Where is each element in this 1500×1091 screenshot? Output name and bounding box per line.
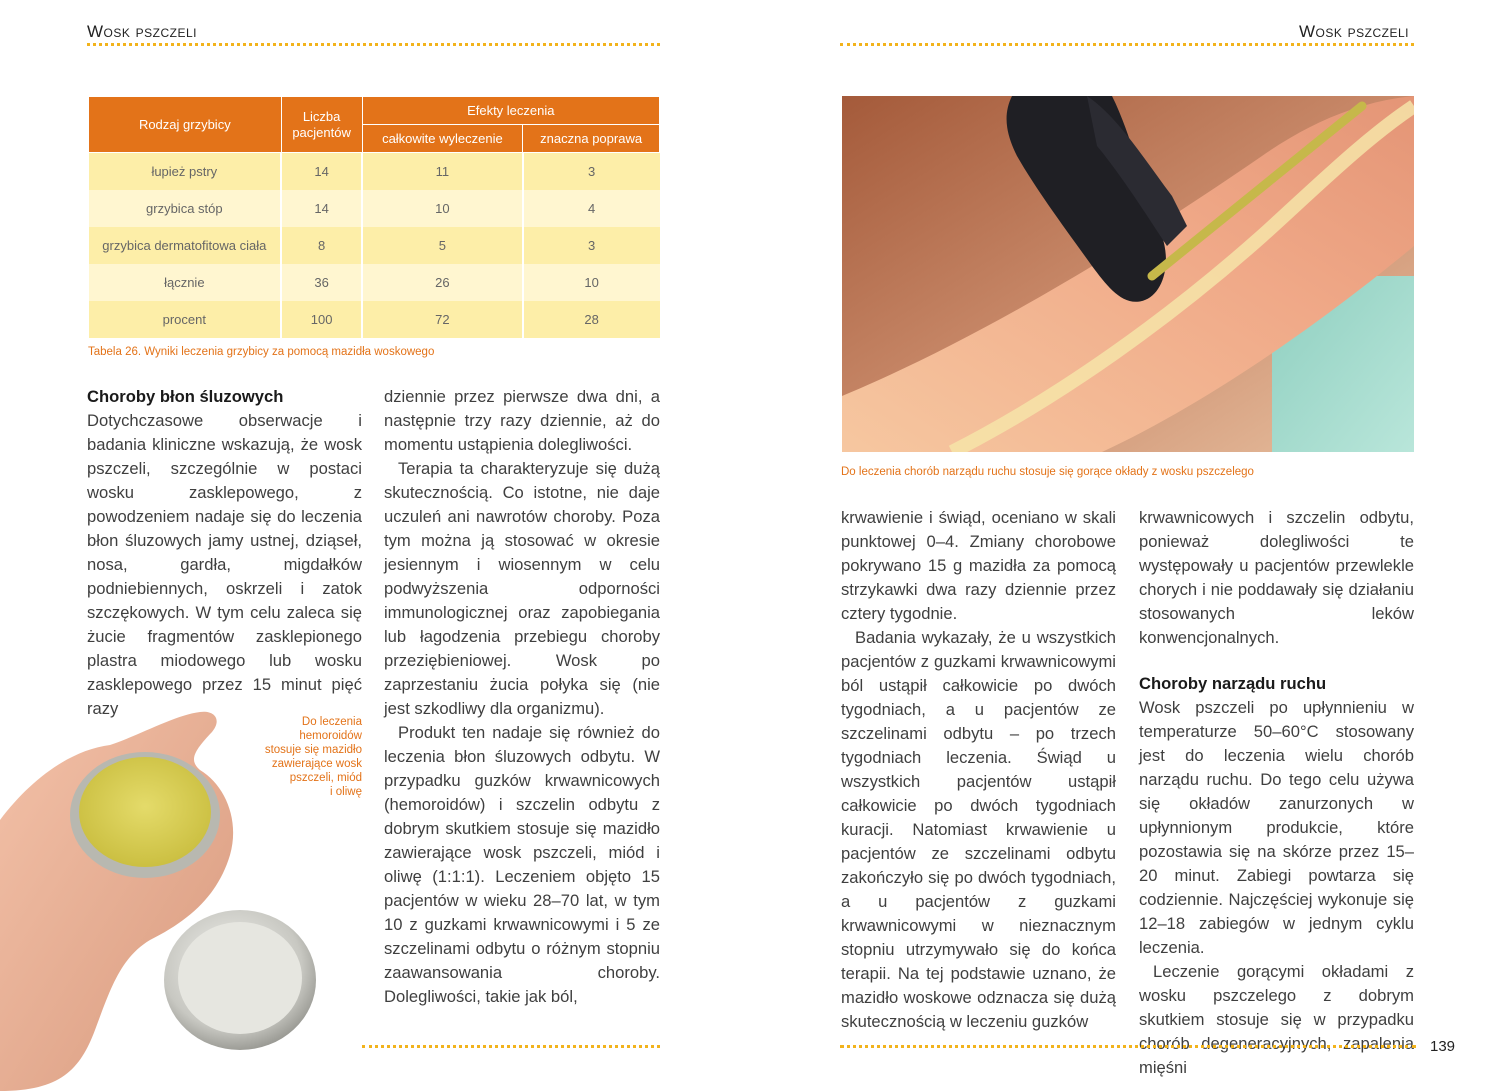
paragraph: Produkt ten nadaje się również do leczenia błon śluzowych odbytu. W przypadku guzków krwawnicowych (hemoroidów) i szczelin odbytu z dobrym skutkiem stosuje się mazidło zawierające wosk pszczeli, miód i oliwę (1:1:1). Leczeniem objęto 15 pacjentów w wieku 28–70 lat, w tym 10 z guzkami krwawnicowymi i 5 ze szczelinami odbytu o różnym stopniu zaawansowania choroby. Dolegliwości, takie jak ból, — [384, 723, 660, 1006]
left-column-2 — [384, 385, 660, 1009]
section-heading-mucous: Choroby błon śluzowych — [87, 387, 284, 406]
right-column-2 — [1139, 506, 1414, 1080]
section-heading-locomotor: Choroby narządu ruchu — [1139, 674, 1327, 693]
left-header-rule — [87, 43, 660, 46]
right-running-head: Wosk pszczeli — [1299, 22, 1409, 41]
header-effects: Efekty leczenia — [362, 97, 659, 125]
table-caption: Tabela 26. Wyniki leczenia grzybicy za pomocą mazidła woskowego — [88, 346, 435, 358]
wax-photo-caption: Do leczenia chorób narządu ruchu stosuje się gorące okłady z wosku pszczelego — [841, 466, 1254, 478]
table-row: łącznie 36 26 10 — [89, 264, 660, 301]
right-header-rule — [840, 43, 1414, 46]
salve-tins-photo — [0, 690, 340, 1091]
header-significant: znaczna poprawa — [523, 125, 660, 153]
paragraph: Leczenie gorącymi okładami z wosku pszczelego z dobrym skutkiem stosuje się w przypadku chorób degeneracyjnych, zapalenia mięśni — [1139, 962, 1414, 1077]
paragraph: krwawienie i świąd, oceniano w skali punktowej 0–4. Zmiany chorobowe pokrywano 15 g mazidła za pomocą strzykawki dwa razy dziennie przez cztery tygodnie. — [841, 508, 1116, 623]
left-column-1 — [87, 385, 362, 721]
salve-photo-caption: Do leczenia hemoroidów stosuje się mazidło zawierające wosk pszczeli, miód i oliwę — [264, 716, 362, 798]
left-footer-rule — [362, 1045, 660, 1048]
paragraph: krwawnicowych i szczelin odbytu, ponieważ dolegliwości te występowały u pacjentów przewlekle chorych i nie poddawały się działaniu stosowanych leków konwencjonalnych. — [1139, 508, 1414, 647]
paragraph: Badania wykazały, że u wszystkich pacjentów z guzkami krwawnicowymi ból ustąpił całkowicie po dwóch tygodniach, a u pacjentów ze szczelinami odbytu – po trzech tygodniach leczenia. Świąd u wszystkich pacjentów ustąpił całkowicie po dwóch tygodniach kuracji. Natomiast krwawienie u pacjentów ze szczelinami odbytu zakończyło się po dwóch tygodniach, a u pacjentów z guzkami krwawnicowymi w nieznacznym stopniu utrzymywało się do końca terapii. Na tej podstawie uznano, że mazidło woskowe odznacza się dużą skutecznością w leczeniu guzków — [841, 628, 1116, 1031]
paragraph: Wosk pszczeli po upłynnieniu w temperaturze 50–60°C stosowany jest do leczenia wielu chorób narządu ruchu. Do tego celu używa się okładów zanurzonych w upłynnionym produkcie, które pozostawia się na skórze przez 15–20 minut. Zabiegi powtarza się codziennie. Najczęściej wykonuje się 12–18 zabiegów w jednym cyklu leczenia. — [1139, 698, 1414, 957]
tin-lid-inner — [178, 922, 302, 1034]
header-type: Rodzaj grzybicy — [89, 97, 282, 153]
table-row: grzybica stóp 14 10 4 — [89, 190, 660, 227]
table-row: łupież pstry 14 11 3 — [89, 153, 660, 190]
left-running-head: Wosk pszczeli — [87, 22, 197, 41]
paragraph: dziennie przez pierwsze dwa dni, a następnie trzy razy dziennie, aż do momentu ustąpienia dolegliwości. — [384, 387, 660, 454]
right-footer-rule — [840, 1045, 1416, 1048]
paragraph: Terapia ta charakteryzuje się dużą skutecznością. Co istotne, nie daje uczuleń ani nawrotów choroby. Poza tym można ją stosować w okresie jesiennym i wiosennym w celu podwyższenia odporności immunologicznej oraz zapobiegania lub łagodzenia przebiegu choroby przeziębieniowej. Wosk po zaprzestaniu żucia połyka się (nie jest szkodliwy dla organizmu). — [384, 459, 660, 718]
salve-surface — [79, 757, 211, 867]
right-column-1 — [841, 506, 1116, 1034]
paragraph: Dotychczasowe obserwacje i badania kliniczne wskazują, że wosk pszczeli, szczególnie w postaci wosku zasklepowego, z powodzeniem nadaje się do leczenia błon śluzowych jamy ustnej, dziąseł, nosa, gardła, migdałków podniebiennych, oskrzeli i zatok szczękowych. W tym celu zaleca się żucie fragmentów zasklepionego plastra miodowego lub wosku zasklepowego przez 15 minut pięć razy — [87, 411, 362, 718]
page-number: 139 — [1430, 1038, 1456, 1055]
table-row: grzybica dermatofitowa ciała 8 5 3 — [89, 227, 660, 264]
wax-application-photo — [842, 96, 1414, 452]
table-row: procent 100 72 28 — [89, 301, 660, 338]
header-complete: całkowite wyleczenie — [362, 125, 523, 153]
header-patients: Liczba pacjentów — [281, 97, 362, 153]
treatment-results-table — [88, 96, 660, 338]
